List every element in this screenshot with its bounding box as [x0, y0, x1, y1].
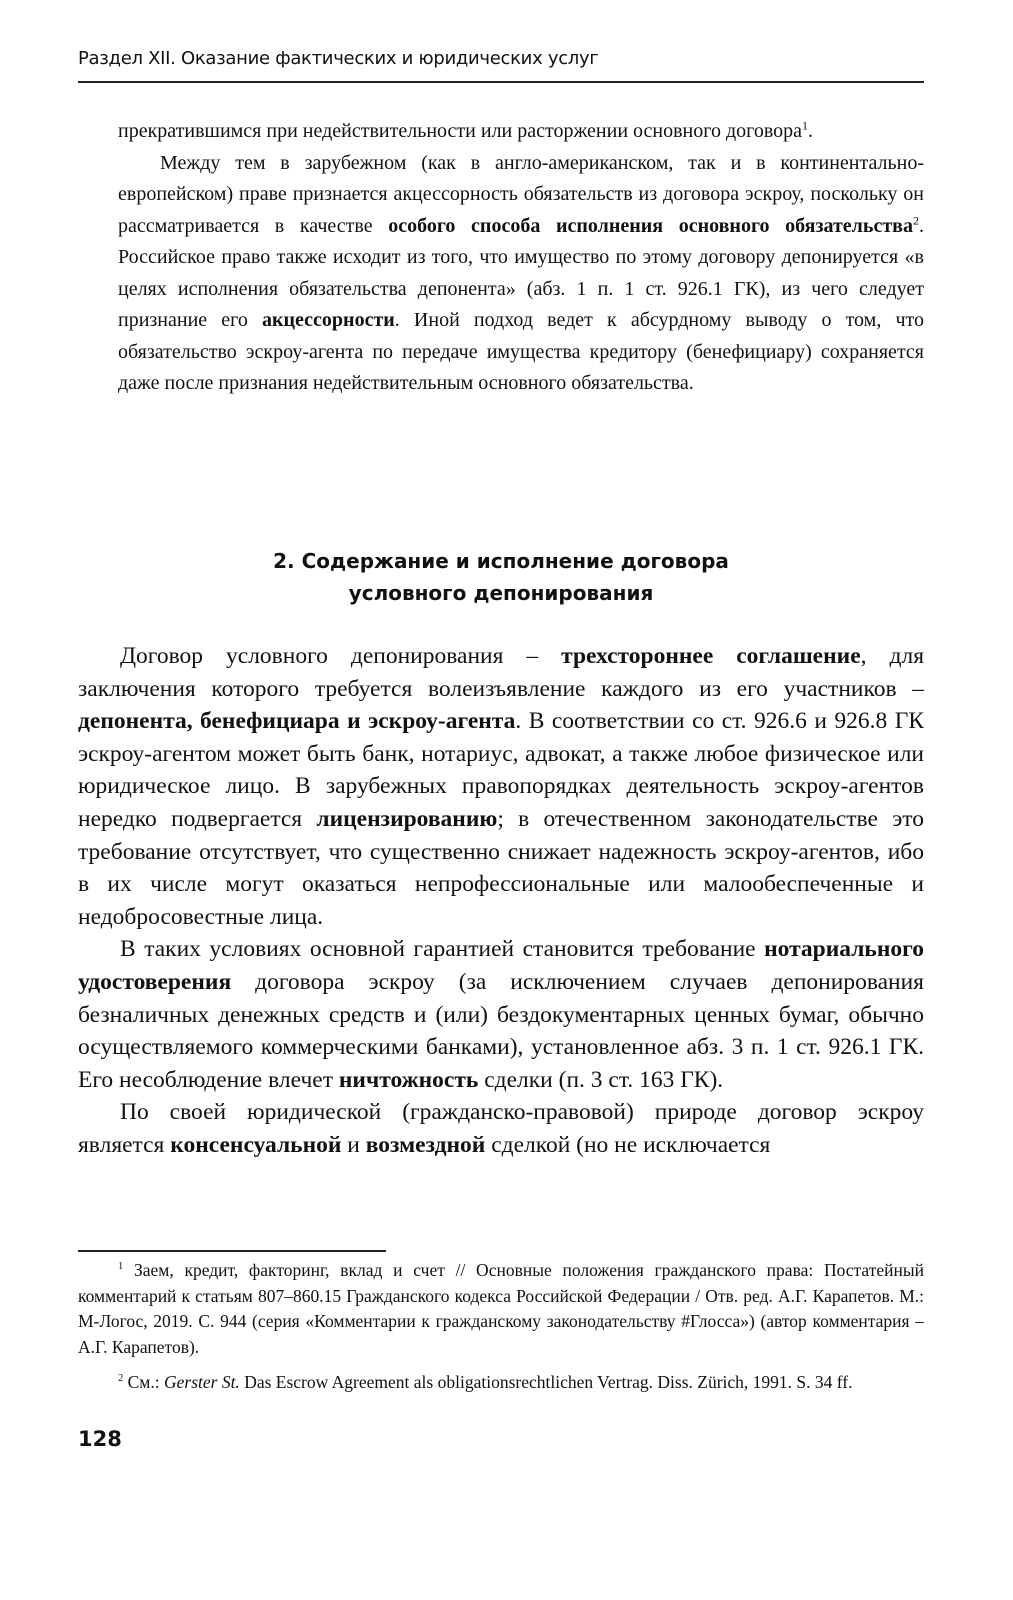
footnote-text: Das Escrow Agreement als obligationsrechtlichen Vertrag. Diss. Zürich, 1991. S. 34 ff. [239, 1372, 853, 1392]
footnote-divider [78, 1250, 386, 1252]
heading-line-1: 2. Содержание и исполнение договора [273, 549, 729, 573]
text-run: . Российское право также исходит из того, что имущество по этому договору депонируется «в целях исполнения обязательства депонента» (абз. 1 п. 1 ст. 926.1 ГК), из чего следует признание его [118, 214, 924, 331]
footnote-ref-2[interactable]: 2 [912, 212, 919, 227]
footnote-number: 1 [118, 1261, 124, 1273]
running-header [78, 48, 924, 83]
text-run: . В соответствии со ст. 926.6 и 926.8 ГК эскроу-агентом может быть банк, нотариус, адвокат, а также любое физическое или юридическое лицо. В зарубежных правопорядках деятельность эскроу-агентов нередко подвергается [78, 708, 924, 832]
text-run: Договор условного депонирования – [120, 643, 562, 669]
paragraph-tripartite [78, 640, 924, 933]
text-run: сделки (п. 3 ст. 163 ГК). [478, 1066, 724, 1093]
continued-text-block [118, 116, 924, 400]
footnote-2 [78, 1370, 924, 1396]
footnote-text: См.: [123, 1372, 164, 1392]
main-text-block [78, 640, 924, 1162]
bold-term: депонента, бенефициара и эскроу-агента [78, 708, 516, 735]
footnote-text: Заем, кредит, факторинг, вклад и счет // Основные положения гражданского права: Постатейный комментарий к статьям 807–860.15 Гражданского кодекса Российской Федерации / Отв. ред. А.Г. Карапетов. М.: М-Логос, 2019. С. 944 (серия «Комментарии к гражданскому законодательству #Глосса») (автор комментария – А.Г. Карапетов). [78, 1260, 924, 1357]
footnotes [78, 1258, 924, 1406]
footnote-author: Gerster St. [163, 1372, 240, 1392]
text-run: и [341, 1131, 366, 1158]
text-run: По своей юридической (гражданско-правовой) природе договор эскроу является [78, 1099, 924, 1158]
heading-line-2: условного депонирования [348, 581, 654, 605]
footnote-ref-1[interactable]: 1 [802, 118, 809, 133]
text-run: . Иной подход ведет к абсурдному выводу о том, что обязательство эскроу-агента по передаче имущества кредитору (бенефициару) сохраняется даже после признания недействительным основного обязательства. [118, 309, 924, 394]
text-run: прекратившимся при недействительности или расторжении основного договора [118, 120, 803, 142]
bold-term: особого способа исполнения основного обязательства [388, 214, 913, 237]
section-heading [78, 545, 924, 609]
text-run: В таких условиях основной гарантией становится требование [120, 936, 765, 963]
bold-term: акцессорности [262, 309, 395, 331]
text-run: Между тем в зарубежном (как в англо-американском, так и в континентально-европейском) праве признается акцессорность обязательств из договора эскроу, поскольку он рассматривается в качестве [118, 151, 924, 237]
bold-term: ничтожность [338, 1066, 479, 1093]
bold-term: трехстороннее соглашение [561, 643, 861, 669]
bold-term: консенсуальной [170, 1131, 342, 1158]
text-run: сделкой (но не исключается [485, 1131, 771, 1158]
footnote-1 [78, 1258, 924, 1360]
page-number: 128 [78, 1427, 122, 1451]
bold-term: лицензированию [316, 805, 498, 832]
text-run: . [808, 120, 814, 142]
bold-term: нотариального удостоверения [78, 936, 924, 995]
paragraph-legal-nature [78, 1096, 924, 1161]
text-run: договора эскроу (за исключением случаев депонирования безналичных денежных средств и (или) бездокументарных ценных бумаг, обычно осуществляемого коммерческими банками), установленное абз. 3 п. 1 ст. 926.1 ГК. Его несоблюдение влечет [78, 968, 924, 1093]
paragraph-continued [118, 116, 924, 148]
paragraph-notarization [78, 933, 924, 1096]
bold-term: возмездной [365, 1131, 486, 1158]
running-title: Раздел XII. Оказание фактических и юридических услуг [78, 48, 599, 69]
text-run: , для заключения которого требуется волеизъявление каждого из его участников – [78, 643, 924, 702]
text-run: ; в отечественном законодательстве это требование отсутствует, что существенно снижает надежность эскроу-агентов, ибо в их числе могут оказаться непрофессиональные или малообеспеченные и недобросовестные лица. [78, 805, 924, 930]
footnote-number: 2 [118, 1373, 124, 1385]
paragraph-accessory [118, 148, 924, 400]
